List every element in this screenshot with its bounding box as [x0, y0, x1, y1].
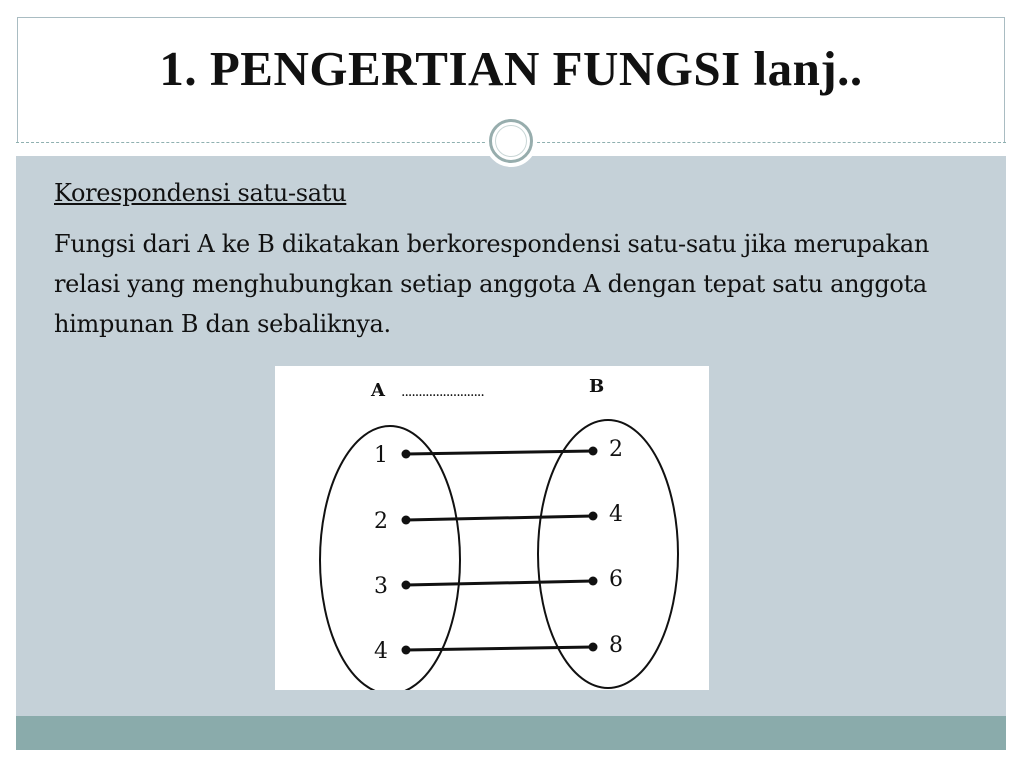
domain-label: 1	[374, 443, 388, 468]
codomain-label: 8	[609, 633, 623, 658]
set-a-header: A	[371, 380, 385, 401]
mapping-diagram	[275, 366, 709, 690]
mapping-layer	[374, 437, 623, 664]
codomain-label: 6	[609, 567, 623, 592]
domain-label: 4	[374, 639, 388, 664]
header-dots: ........................	[401, 384, 484, 400]
mapping-line	[406, 451, 593, 454]
domain-label: 3	[374, 574, 388, 599]
codomain-label: 2	[609, 437, 623, 462]
ring-ornament-icon	[485, 115, 537, 167]
footer-bar	[16, 716, 1006, 750]
codomain-label: 4	[609, 502, 623, 527]
domain-label: 2	[374, 509, 388, 534]
set-b-header: B	[589, 376, 605, 397]
definition-paragraph: Fungsi dari A ke B dikatakan berkorespondensi satu-satu jika merupakan relasi yang menghubungkan setiap anggota A dengan tepat satu anggota himpunan B dan sebaliknya.	[54, 230, 929, 338]
slide-title: 1. PENGERTIAN FUNGSI lanj..	[159, 41, 863, 96]
mapping-diagram-svg	[275, 366, 709, 690]
section-heading: Korespondensi satu-satu	[54, 179, 347, 207]
slide	[16, 16, 1006, 750]
mapping-line	[406, 647, 593, 650]
mapping-line	[406, 581, 593, 585]
mapping-line	[406, 516, 593, 520]
